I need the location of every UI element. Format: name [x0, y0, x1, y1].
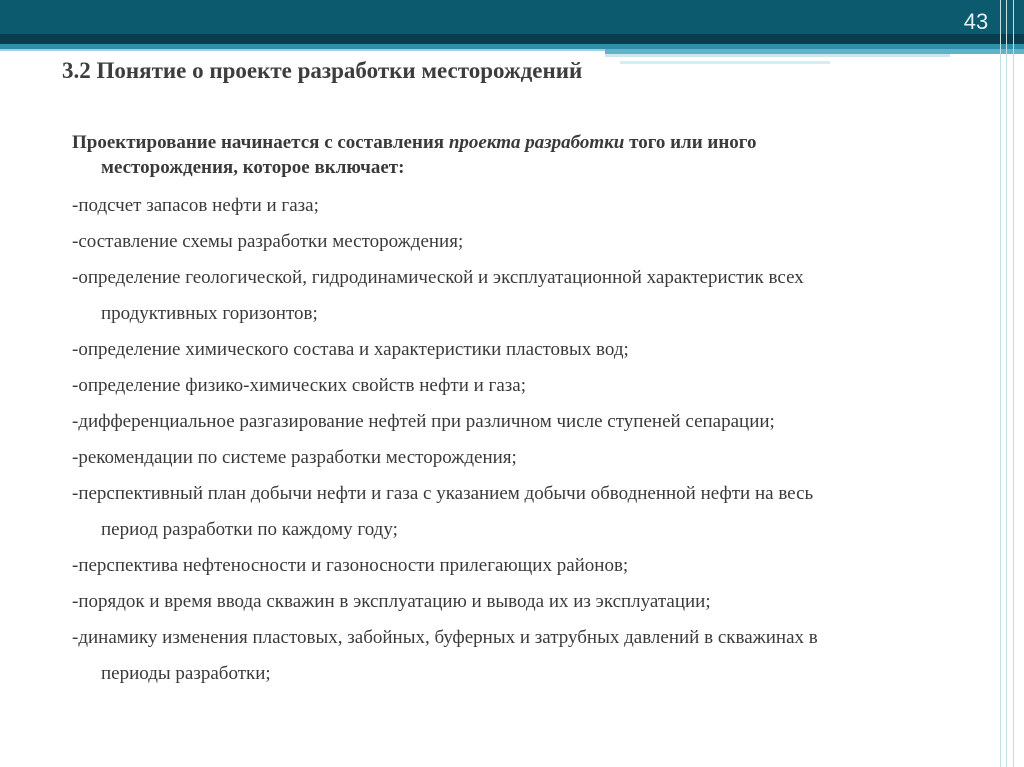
header-stripe-pale — [605, 54, 950, 57]
list-item-text: -динамику изменения пластовых, забойных, буферных и затрубных давлений в скважинах в — [72, 627, 818, 648]
list-item-text: -определение геологической, гидродинамической и эксплуатационной характеристик всех — [72, 267, 804, 288]
decor-line — [1000, 0, 1001, 767]
header-stripe-faint — [620, 61, 830, 64]
intro-continuation: месторождения, которое включает: — [101, 157, 405, 178]
list-item — [72, 440, 992, 476]
intro-paragraph — [72, 130, 972, 180]
list-item-continuation: продуктивных горизонтов; — [101, 303, 318, 324]
header-stripe-thin — [0, 49, 605, 51]
list-item-text: -определение химического состава и характеристики пластовых вод; — [72, 339, 629, 360]
list-item-text: -рекомендации по системе разработки месторождения; — [72, 447, 517, 468]
list-item-text: -перспективный план добычи нефти и газа с указанием добычи обводненной нефти на весь — [72, 483, 814, 504]
intro-italic: проекта разработки — [448, 132, 625, 153]
decor-line — [1006, 0, 1007, 767]
list-item — [72, 548, 992, 584]
header-band — [0, 0, 1024, 34]
list-item — [72, 584, 992, 620]
page-title: 3.2 Понятие о проекте разработки месторождений — [62, 58, 583, 83]
list-item — [72, 476, 992, 548]
list-item — [72, 260, 992, 332]
decor-line — [1013, 0, 1014, 767]
list-item — [72, 620, 992, 692]
list-item-continuation: периоды разработки; — [101, 663, 271, 684]
list-item — [72, 224, 992, 260]
list-item-text: -определение физико-химических свойств нефти и газа; — [72, 375, 526, 396]
list-item-text: -составление схемы разработки месторождения; — [72, 231, 464, 252]
list-item-text: -перспектива нефтеносности и газоносности прилегающих районов; — [72, 555, 629, 576]
list-item — [72, 368, 992, 404]
slide-number: 43 — [963, 9, 989, 34]
list-item — [72, 332, 992, 368]
list-item-text: -подсчет запасов нефти и газа; — [72, 195, 319, 216]
intro-text: Проектирование начинается с составления — [72, 132, 449, 153]
list-item — [72, 404, 992, 440]
list-item-text: -порядок и время ввода скважин в эксплуатацию и вывода их из эксплуатации; — [72, 591, 711, 612]
list-item-text: -дифференциальное разгазирование нефтей при различном числе ступеней сепарации; — [72, 411, 775, 432]
item-list — [72, 188, 992, 692]
list-item-continuation: период разработки по каждому году; — [101, 519, 398, 540]
header-band-dark — [0, 34, 1024, 44]
list-item — [72, 188, 992, 224]
intro-text-end: того или иного — [624, 132, 757, 153]
